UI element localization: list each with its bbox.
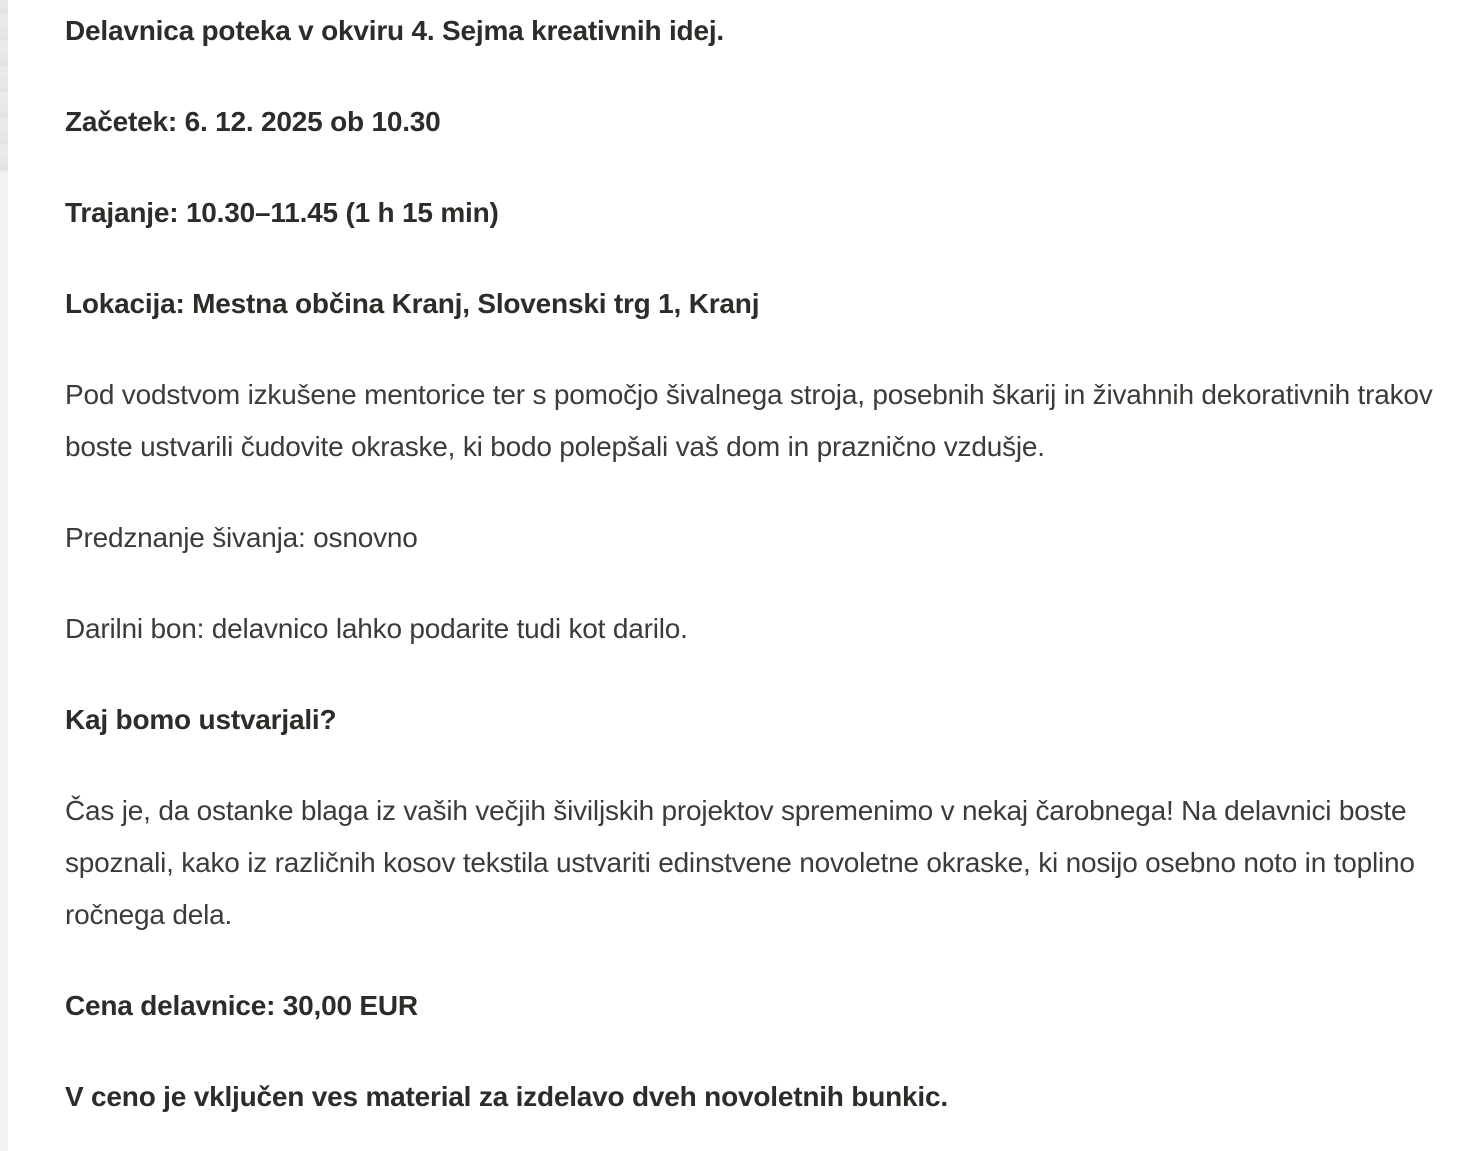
- paragraph: Pod vodstvom izkušene mentorice ter s pomočjo šivalnega stroja, posebnih škarij in živahnih dekorativnih trakov boste ustvarili čudovite okraske, ki bodo polepšali vaš dom in praznično vzdušje.: [65, 379, 1433, 462]
- paragraph: Delavnica poteka v okviru 4. Sejma kreativnih idej.: [65, 15, 724, 46]
- page-left-edge-background: [0, 172, 8, 1151]
- paragraph: Začetek: 6. 12. 2025 ob 10.30: [65, 106, 441, 137]
- page-left-edge: [0, 0, 8, 1151]
- article-content: [65, 0, 1437, 1123]
- page-left-edge-texture: [0, 0, 8, 172]
- paragraph: Predznanje šivanja: osnovno: [65, 522, 418, 553]
- paragraph: Kaj bomo ustvarjali?: [65, 704, 337, 735]
- paragraph: V ceno je vključen ves material za izdelavo dveh novoletnih bunkic.: [65, 1081, 948, 1112]
- paragraph: Cena delavnice: 30,00 EUR: [65, 990, 418, 1021]
- paragraph: Lokacija: Mestna občina Kranj, Slovenski trg 1, Kranj: [65, 288, 760, 319]
- paragraph: Darilni bon: delavnico lahko podarite tudi kot darilo.: [65, 613, 688, 644]
- paragraph: Čas je, da ostanke blaga iz vaših večjih šiviljskih projektov spremenimo v nekaj čarobnega! Na delavnici boste spoznali, kako iz različnih kosov tekstila ustvariti edinstvene novoletne okraske, ki nosijo osebno noto in toplino ročnega dela.: [65, 795, 1415, 930]
- paragraph: Trajanje: 10.30–11.45 (1 h 15 min): [65, 197, 499, 228]
